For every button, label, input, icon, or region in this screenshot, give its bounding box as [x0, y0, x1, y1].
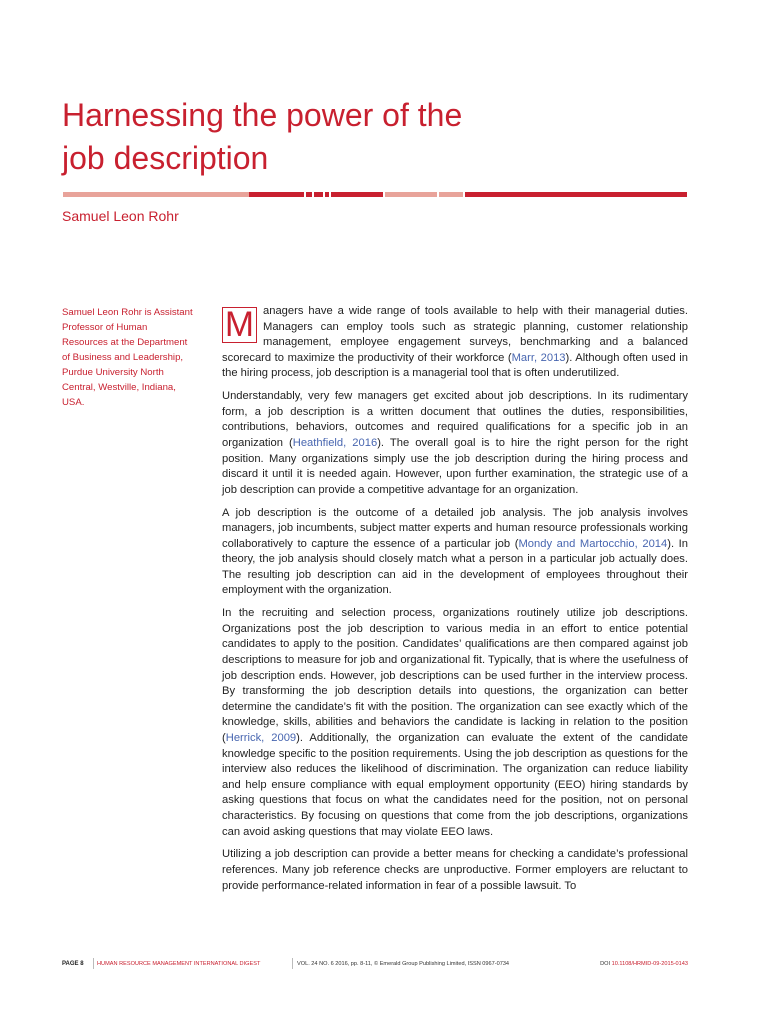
citation-link[interactable]: Marr, 2013	[511, 351, 566, 364]
title-divider	[63, 192, 687, 197]
body-text: Understandably, very few managers get excited about job descriptions. In its rudimentary form, a job description is a written document that outlines the duties, responsibilities, contributions, behaviors, outcomes and required qualifications for a specific job in an organization (	[222, 390, 688, 449]
doi	[600, 958, 688, 970]
title-line-2: job description	[62, 140, 269, 176]
paragraph-text	[222, 305, 688, 379]
citation-link[interactable]: Heathfield, 2016	[292, 436, 378, 449]
body-text: anagers have a wide range of tools available to help with their managerial duties. Managers can employ tools such as strategic planning, customer relationship management, employee engagement surveys, benchmarking and a balanced scorecard to maximize the productivity of their workforce (	[222, 305, 688, 364]
body-text: Utilizing a job description can provide a better means for checking a candidate’s professional references. Many job reference checks are unproductive. Former employers are reluctant to provide performance-related information in fear of a possible lawsuit. To	[222, 848, 688, 892]
article-body	[222, 304, 688, 901]
body-text: ). Although often used in the hiring process, job description is a managerial tool that is often underutilized.	[222, 351, 688, 380]
page-number: PAGE 8	[62, 961, 84, 967]
page-footer	[62, 958, 688, 970]
doi-label: DOI	[600, 961, 611, 967]
footer-divider	[93, 958, 94, 969]
author-bio: Samuel Leon Rohr is Assistant Professor of Human Resources at the Department of Business and Leadership, Purdue University North Central, Westville, Indiana, USA.	[62, 307, 193, 408]
body-text: ). Additionally, the organization can evaluate the extent of the candidate knowledge specific to the position requirements. Using the job description as questions for the interview also reduces the likelihood of discrimination. The organization can reduce liability and help ensure compliance with equal employment opportunity (EEO) hiring standards by asking questions that focus on what the candidates need for the position, not on personal characteristics. By focusing on questions that come from the job descriptions, organizations can avoid asking questions that may violate EEO laws.	[222, 732, 689, 838]
body-text: In the recruiting and selection process, organizations routinely utilize job descriptions. Organizations post the job description to various media in an effort to entice potential candidates to apply to the position. Candidates’ qualifications are then compared against job descriptions to measure for job and organizational fit. Typically, that is where the usefulness of job description ends. However, job descriptions can be used further in the interview process. By transforming the job description details into questions, the organization can better determine the candidate’s fit with the position. The organization can see exactly which of the knowledge, skills, abilities and behaviors the candidate is lacking in relation to the position (	[222, 607, 688, 744]
paragraph	[222, 606, 688, 840]
body-text: A job description is the outcome of a detailed job analysis. The job analysis involves managers, job incumbents, subject matter experts and human resource professionals working collaboratively to capture the essence of a particular job (	[222, 506, 688, 550]
paragraph	[222, 304, 688, 382]
article-title	[62, 94, 702, 180]
footer-divider	[292, 958, 293, 969]
title-line-1: Harnessing the power of the	[62, 97, 463, 133]
body-text: ). The overall goal is to hire the right person for the right position. Many organizations simply use the job description during the hiring process and discard it until it is needed again. However, upon further examination, the strategic use of a job description can provide a competitive advantage for an organization.	[222, 436, 688, 496]
citation-link[interactable]: Mondy and Martocchio, 2014	[518, 537, 668, 550]
drop-cap: M	[222, 307, 257, 343]
doi-link[interactable]: 10.1108/HRMID-09-2015-0143	[611, 961, 688, 967]
volume-info: VOL. 24 NO. 6 2016, pp. 8-11, © Emerald Group Publishing Limited, ISSN 0967-0734	[297, 961, 510, 967]
author-name: Samuel Leon Rohr	[62, 208, 179, 224]
paragraph	[222, 847, 688, 894]
journal-name: HUMAN RESOURCE MANAGEMENT INTERNATIONAL DIGEST	[97, 961, 261, 967]
paragraph	[222, 389, 688, 498]
body-text: ). In theory, the job analysis should closely match what a person in a particular job actually does. The resulting job description can aid in the development of employees throughout their employment with the organization.	[222, 537, 689, 597]
paragraph	[222, 506, 688, 600]
citation-link[interactable]: Herrick, 2009	[225, 732, 297, 744]
